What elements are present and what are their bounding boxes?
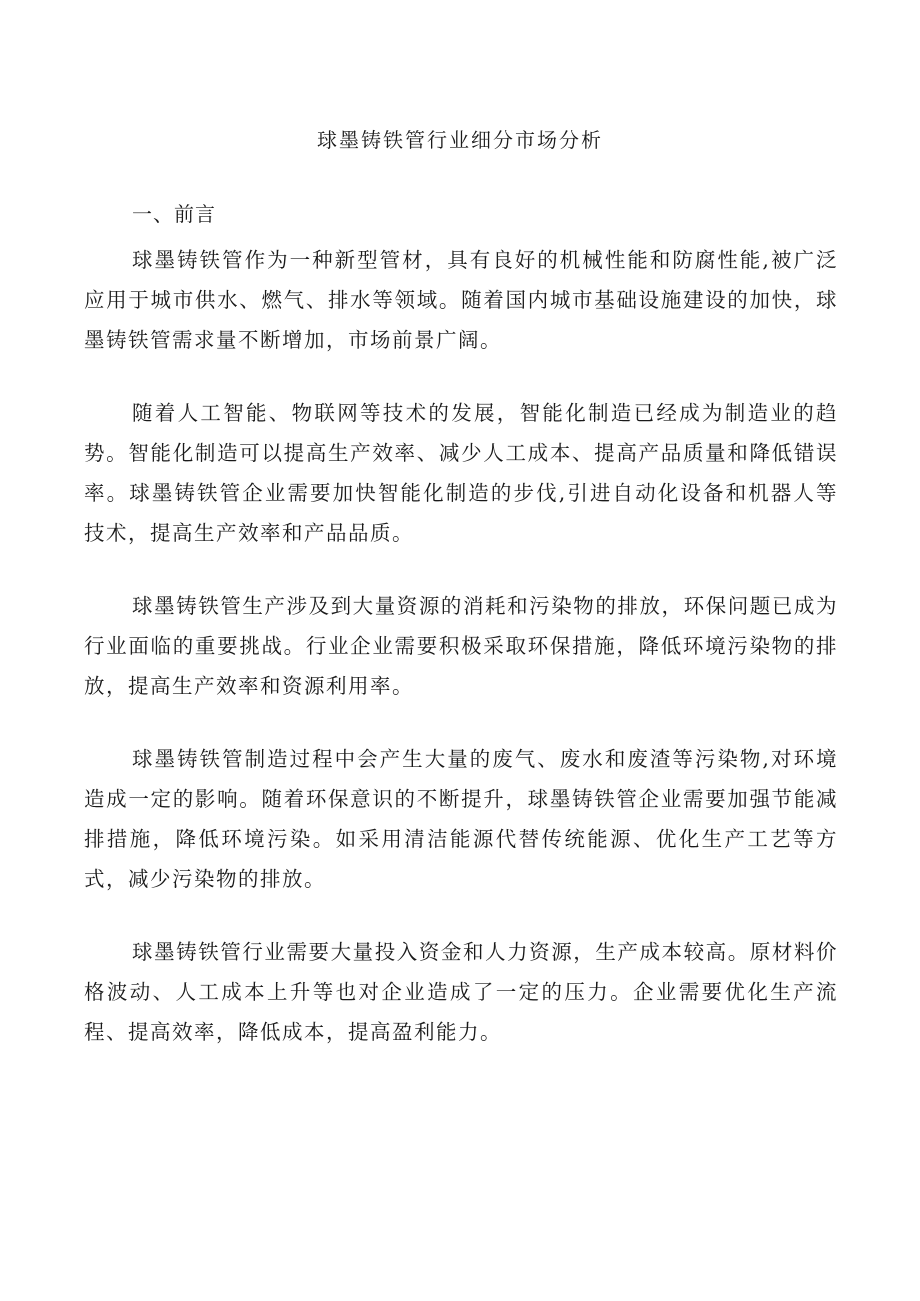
section-heading: 一、前言 — [132, 202, 216, 226]
paragraph: 随着人工智能、物联网等技术的发展，智能化制造已经成为制造业的趋势。智能化制造可以提高生产效率、减少人工成本、提高产品质量和降低错误率。球墨铸铁管企业需要加快智能化制造的步伐,引进自动化设备和机器人等技术，提高生产效率和产品品质。 — [84, 401, 838, 545]
paragraph: 球墨铸铁管制造过程中会产生大量的废气、废水和废渣等污染物,对环境造成一定的影响。随着环保意识的不断提升，球墨铸铁管企业需要加强节能减排措施，降低环境污染。如采用清洁能源代替传统能源、优化生产工艺等方式，减少污染物的排放。 — [84, 747, 838, 891]
paragraph: 球墨铸铁管作为一种新型管材，具有良好的机械性能和防腐性能,被广泛应用于城市供水、燃气、排水等领域。随着国内城市基础设施建设的加快，球墨铸铁管需求量不断增加，市场前景广阔。 — [84, 248, 838, 352]
paragraph: 球墨铸铁管行业需要大量投入资金和人力资源，生产成本较高。原材料价格波动、人工成本上升等也对企业造成了一定的压力。企业需要优化生产流程、提高效率，降低成本，提高盈利能力。 — [84, 940, 838, 1044]
document-body — [84, 240, 838, 1085]
paragraph: 球墨铸铁管生产涉及到大量资源的消耗和污染物的排放，环保问题已成为行业面临的重要挑战。行业企业需要积极采取环保措施，降低环境污染物的排放，提高生产效率和资源利用率。 — [84, 594, 838, 698]
document-title: 球墨铸铁管行业细分市场分析 — [317, 128, 603, 152]
